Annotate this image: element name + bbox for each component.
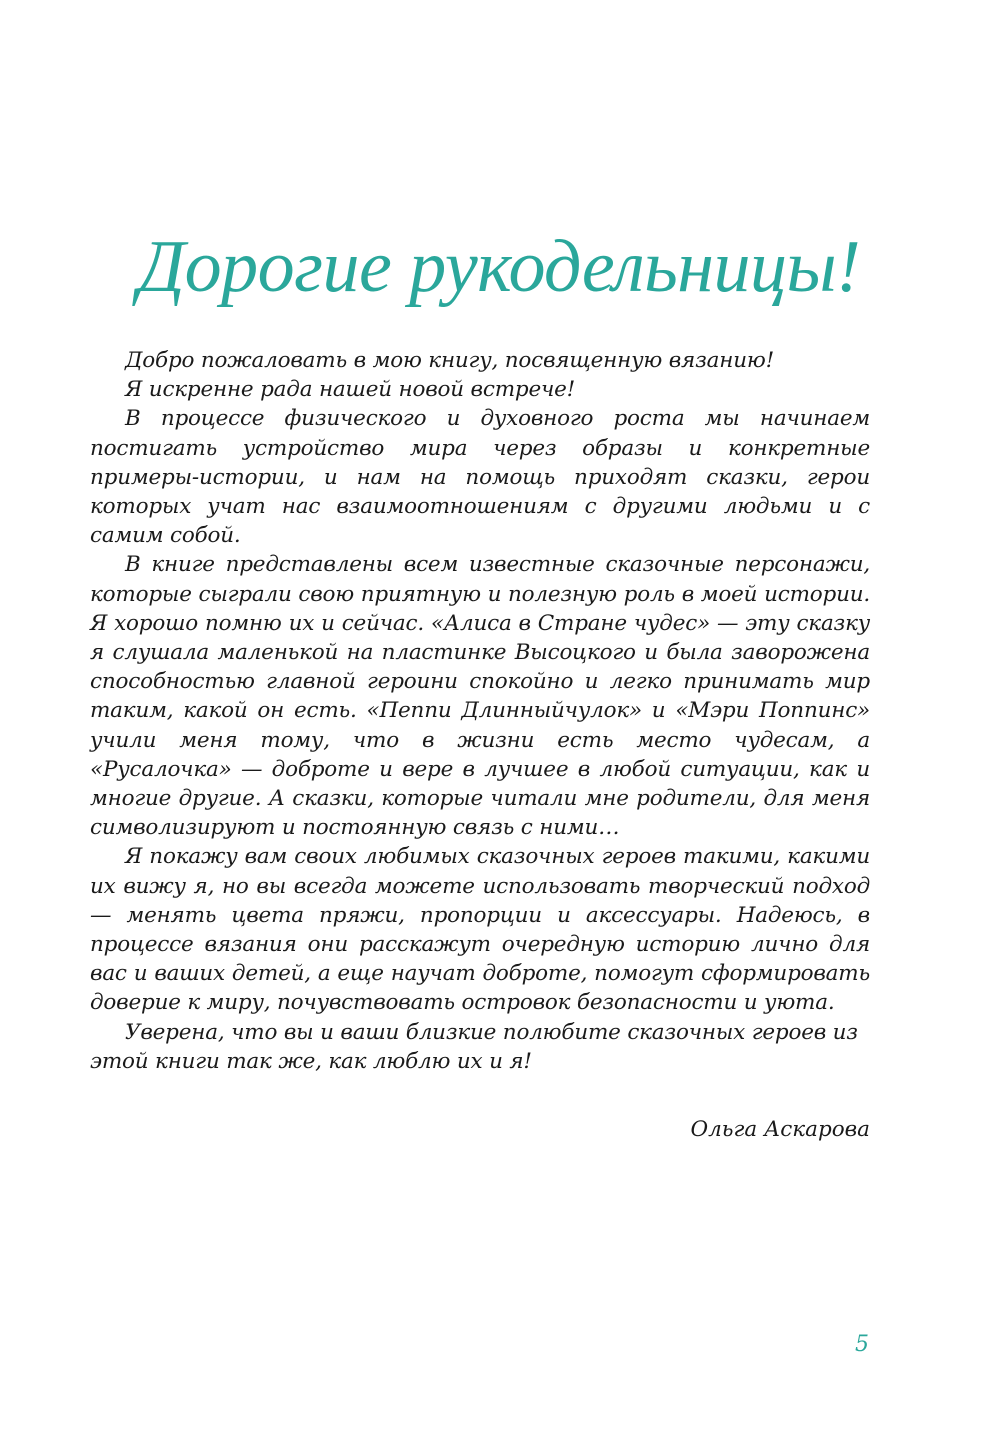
paragraph-characters: В книге представлены всем известные сказочные персонажи, которые сыграли свою приятную и полезную роль в моей истории. Я хорошо помню их и сейчас. «Алиса в Стране чудес» — эту сказку я слушала маленькой на пластинке Высоцкого и была заворожена способностью главной героини спокойно и легко принимать мир таким, какой он есть. «Пеппи Длинныйчулок» и «Мэри Поппинс» учили меня тому, что в жизни есть место чудесам, а «Русалочка» — доброте и вере в лучшее в любой ситуации, как и многие другие. А сказки, которые читали мне родители, для меня символизируют и постоянную связь с ними… <box>90 552 870 841</box>
paragraph-heroes: Я покажу вам своих любимых сказочных героев такими, какими их вижу я, но вы всегда можете использовать творческий подход — менять цвета пряжи, пропорции и аксессуары. Надеюсь, в процессе вязания они расскажут очередную историю лично для вас и ваших детей, а еще научат доброте, помогут сформировать доверие к миру, почувствовать островок безопасности и уюта. <box>90 844 870 1016</box>
author-signature: Ольга Аскарова <box>690 1117 870 1142</box>
paragraph-welcome: Добро пожаловать в мою книгу, посвященную вязанию! <box>125 348 775 373</box>
page-title: Дорогие рукодельницы! <box>138 226 861 308</box>
page-number: 5 <box>855 1332 869 1357</box>
paragraph-greeting: Я искренне рада нашей новой встрече! <box>125 377 576 403</box>
body-text <box>90 346 870 1076</box>
paragraph-fairy-tales: В процессе физического и духовного роста мы начинаем постигать устройство мира через образы и конкретные примеры-истории, и нам на помощь приходят сказки, герои которых учат нас взаимоотношениям с другими людьми и с самим собой. <box>90 406 870 549</box>
paragraph-closing: Уверена, что вы и ваши близкие полюбите сказочных героев из этой книги так же, как люблю их и я! <box>90 1019 858 1074</box>
